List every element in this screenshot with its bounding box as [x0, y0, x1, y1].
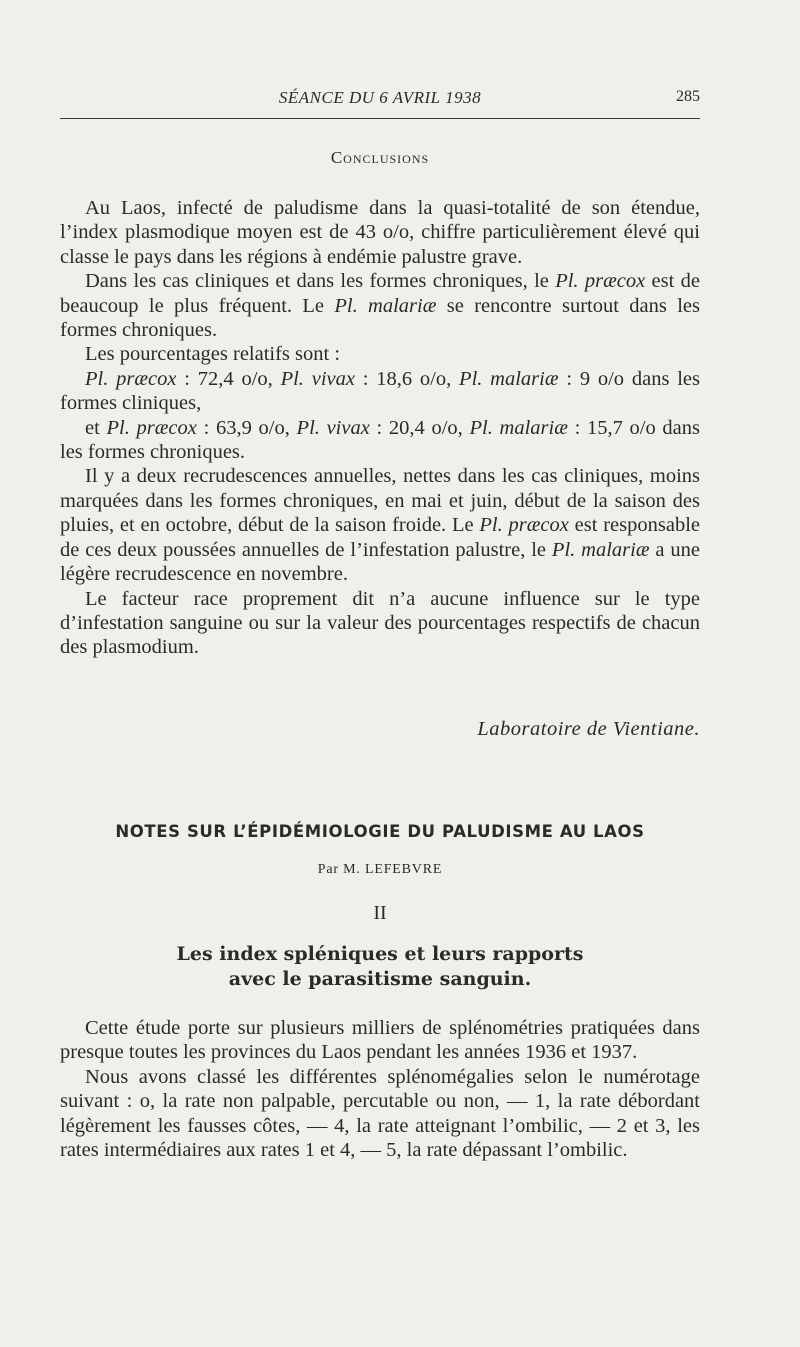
italic-run: Pl. præcox — [106, 416, 197, 439]
subtitle-line: Les index spléniques et leurs rapports — [176, 943, 584, 965]
text-run: : 15,7 o/o dans les formes chroniques. — [60, 416, 700, 464]
italic-run: Pl. malariæ — [551, 538, 650, 561]
paragraph — [60, 1016, 700, 1065]
paragraph — [60, 464, 700, 586]
conclusions-heading: Conclusions — [330, 148, 430, 167]
text-run: Le facteur race proprement dit n’a aucune influence sur le type d’infestation sanguine ou sur la valeur des pourcentages respectifs de chacun des plasmodium. — [60, 587, 700, 659]
paragraph — [60, 367, 700, 416]
text-run: Au Laos, infecté de paludisme dans la quasi-totalité de son étendue, l’index plasmodique moyen est de 43 o/o, chiffre particulièrement élevé qui classe le pays dans les régions à endémie palustre grave. — [60, 197, 700, 268]
paragraph — [60, 416, 700, 465]
running-title: SÉANCE DU 6 AVRIL 1938 — [278, 88, 482, 107]
italic-run: Pl. malariæ — [334, 294, 437, 317]
paragraph — [60, 269, 700, 342]
text-run: se rencontre surtout dans les formes chroniques. — [60, 294, 700, 342]
byline: Par M. LEFEBVRE — [317, 862, 443, 877]
signature: Laboratoire de Vientiane. — [477, 718, 700, 740]
italic-run: Pl. malariæ — [469, 416, 568, 439]
italic-run: Pl. vivax — [296, 416, 370, 439]
paragraph — [60, 196, 700, 269]
text-run: est de beaucoup le plus fréquent. Le — [60, 270, 700, 317]
text-run: et — [85, 416, 107, 439]
running-head — [60, 88, 700, 110]
part-number: II — [373, 902, 387, 924]
header-rule — [60, 118, 700, 119]
paragraph — [60, 342, 700, 366]
text-run: Les pourcentages relatifs sont : — [85, 343, 341, 366]
article-subtitle — [60, 942, 700, 992]
text-run: Cette étude porte sur plusieurs milliers de splénométries pratiquées dans presque toutes les provinces du Laos pendant les années 1936 et 1937. — [60, 1017, 700, 1064]
paragraph — [60, 1065, 700, 1163]
italic-run: Pl. præcox — [555, 270, 646, 293]
text-run: : 63,9 o/o, — [196, 416, 297, 439]
subtitle-line: avec le parasitisme sanguin. — [228, 968, 532, 990]
conclusions-body — [60, 196, 700, 660]
italic-run: Pl. præcox — [479, 514, 569, 537]
article-body — [60, 1016, 700, 1162]
italic-run: Pl. malariæ — [459, 367, 559, 390]
page-number: 285 — [676, 88, 700, 105]
text-run: Dans les cas cliniques et dans les formes chroniques, le — [85, 270, 556, 293]
paragraph — [60, 587, 700, 660]
italic-run: Pl. præcox — [85, 367, 177, 390]
text-run: est responsable de ces deux poussées annuelles de l’infestation palustre, le — [60, 514, 700, 561]
italic-run: Pl. vivax — [280, 367, 355, 390]
text-run: Nous avons classé les différentes splénomégalies selon le numérotage suivant : o, la rate non palpable, percutable ou non, — 1, la rate débordant légèrement les fausses côtes, — 4, la rate atteignant l’ombilic, — 2 et 3, les rates intermédiaires aux rates 1 et 4, — 5, la rate dépassant l’ombilic. — [60, 1065, 700, 1162]
text-run: Il y a deux recrudescences annuelles, nettes dans les cas cliniques, moins marquées dans les formes chroniques, en mai et juin, début de la saison des pluies, et en octobre, début de la saison froide. Le — [60, 465, 700, 537]
text-run: : 18,6 o/o, — [354, 367, 460, 390]
text-run: : 9 o/o dans les formes cliniques, — [60, 367, 700, 415]
text-run: : 20,4 o/o, — [369, 416, 470, 439]
article-title: NOTES SUR L’ÉPIDÉMIOLOGIE DU PALUDISME AU LAOS — [115, 822, 645, 841]
text-run: a une légère recrudescence en novembre. — [60, 538, 700, 586]
text-run: : 72,4 o/o, — [176, 367, 281, 390]
